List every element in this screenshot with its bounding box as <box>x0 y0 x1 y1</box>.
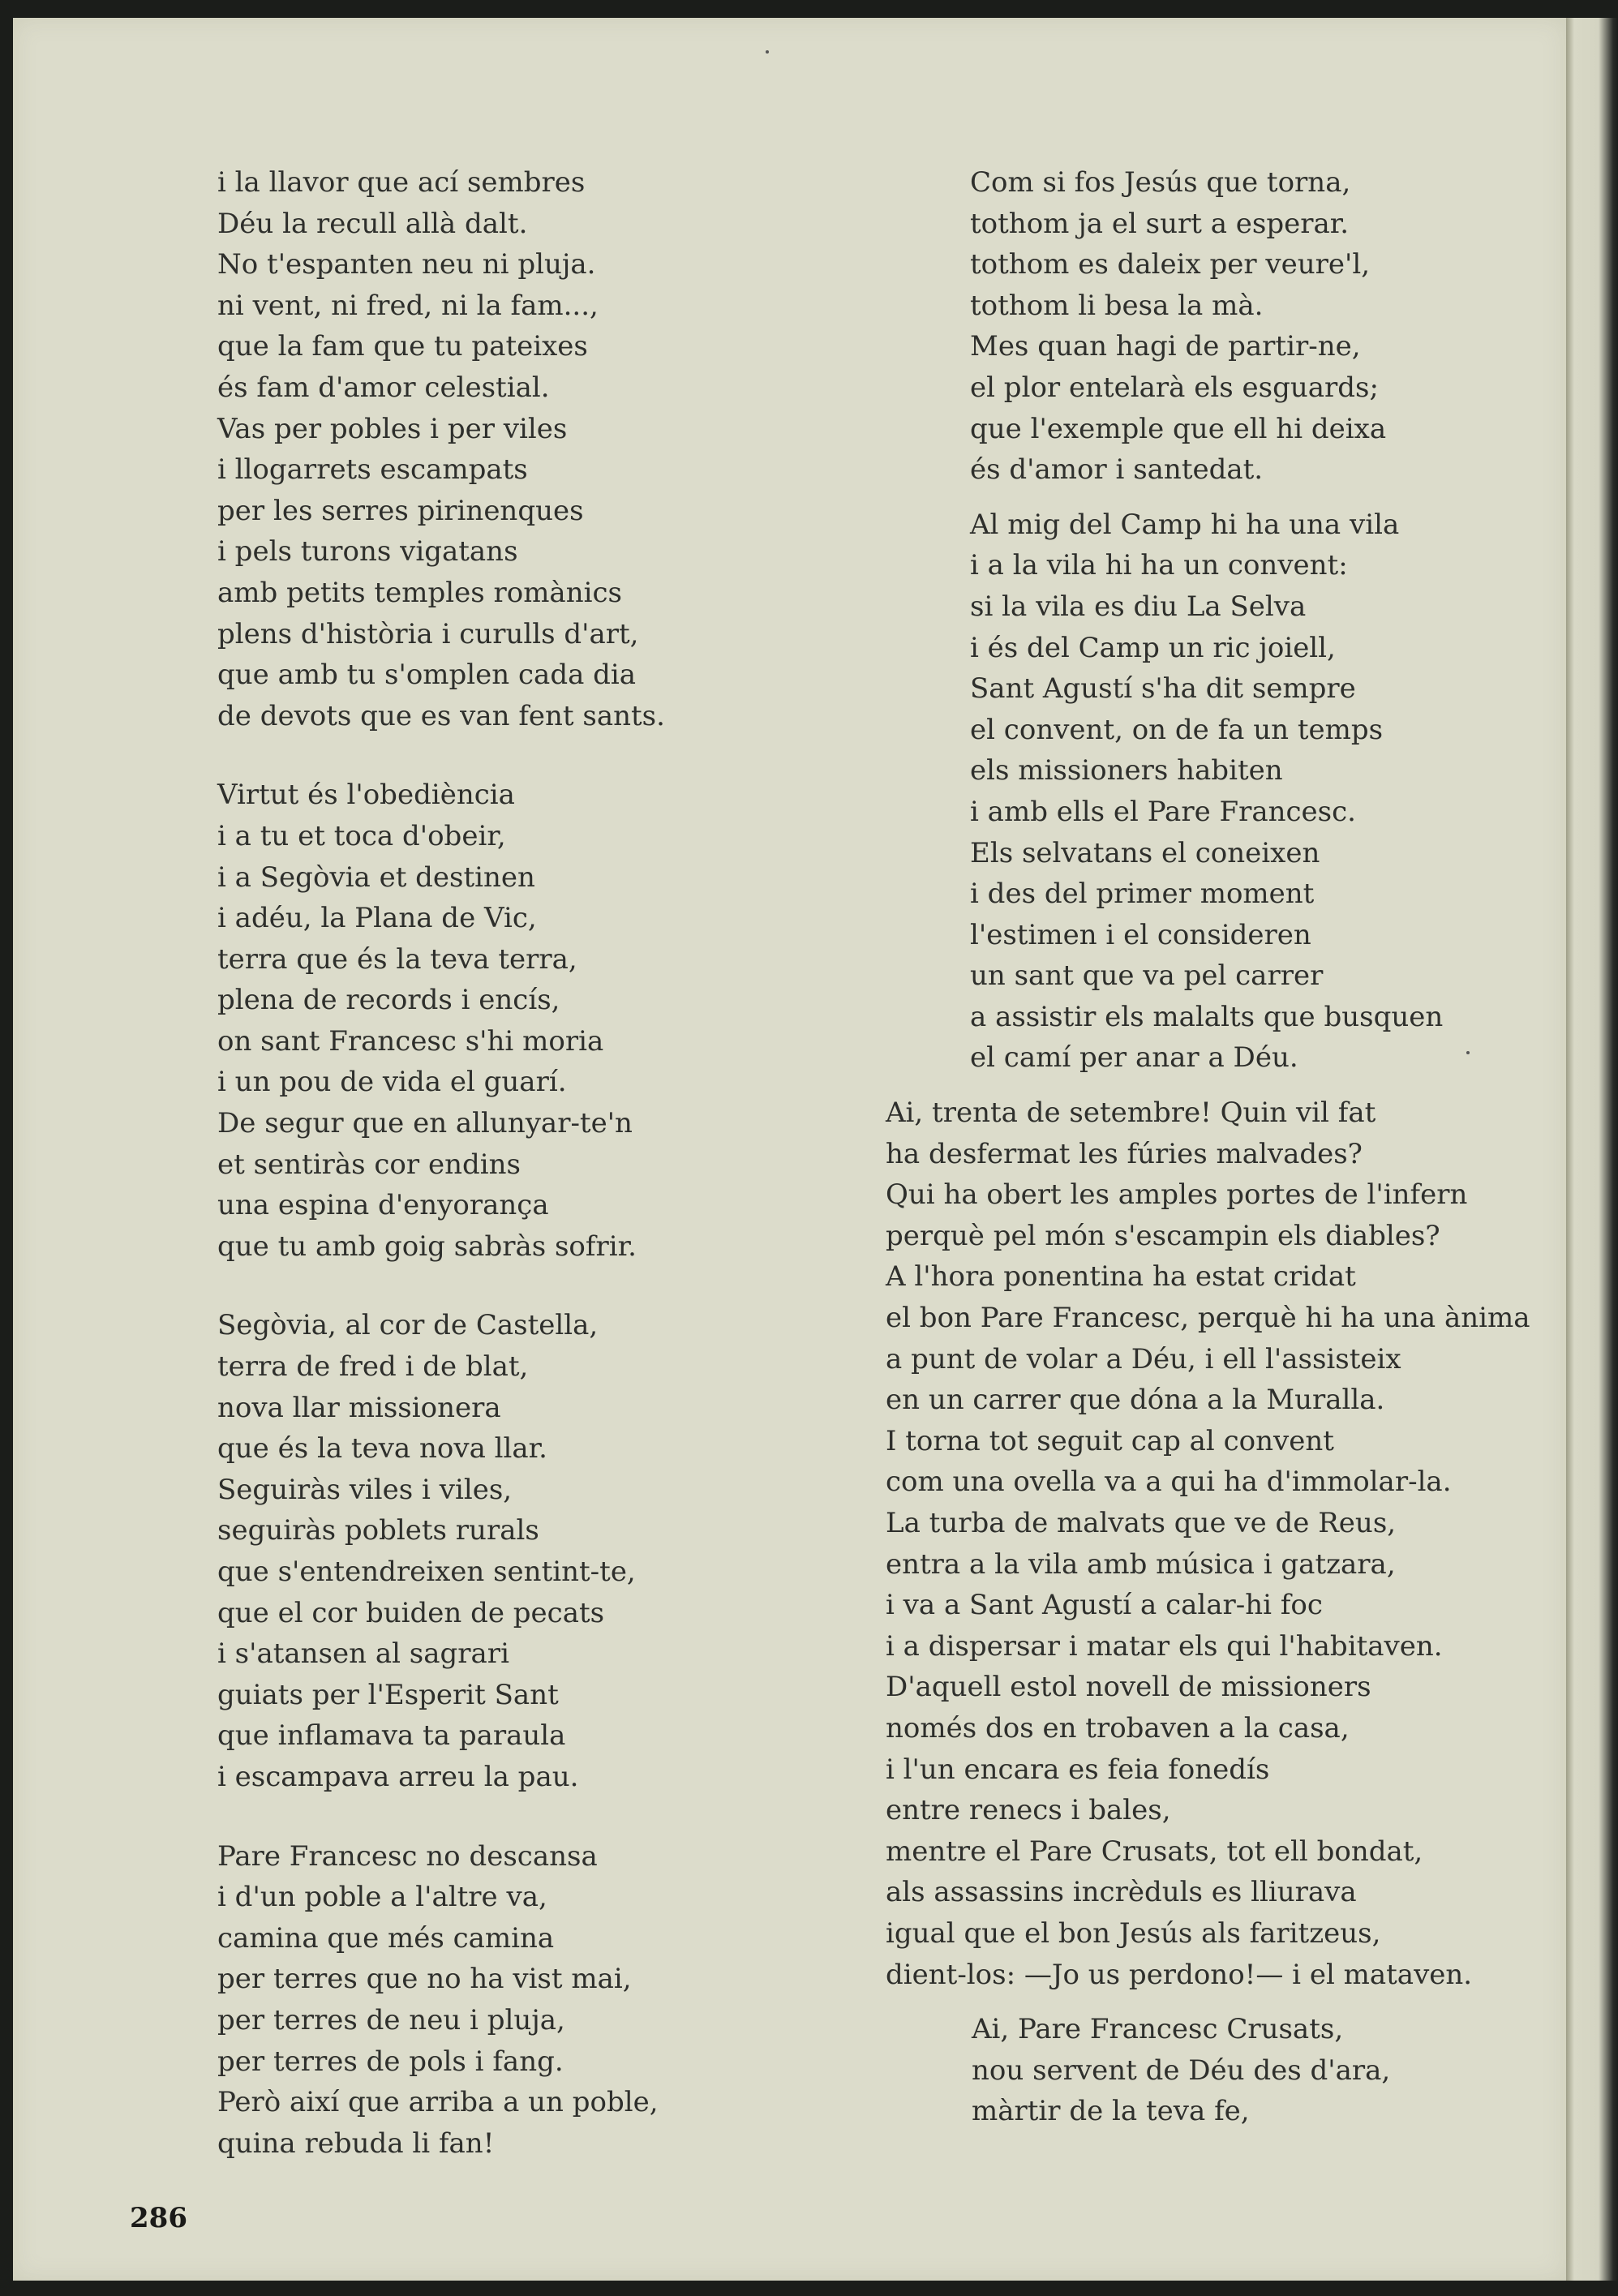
stanza <box>972 2009 1530 2132</box>
poem-line: Qui ha obert les amples portes de l'infern <box>886 1178 1468 1212</box>
poem-line: Ai, Pare Francesc Crusats, <box>972 2013 1344 2046</box>
stanza <box>217 1305 665 1797</box>
left-column-poem <box>217 162 665 2164</box>
poem-line: que és la teva nova llar. <box>217 1432 547 1466</box>
poem-line: l'estimen i el consideren <box>970 918 1311 951</box>
stanza <box>886 1092 1530 1995</box>
poem-line: el bon Pare Francesc, perquè hi ha una ànima <box>886 1302 1530 1335</box>
poem-line: per les serres pirinenques <box>217 494 584 527</box>
book-spine-edge <box>1566 18 1618 2281</box>
poem-line: i és del Camp un ric joiell, <box>970 631 1336 664</box>
poem-line: i a tu et toca d'obeir, <box>217 819 506 852</box>
page-number: 286 <box>130 2202 187 2234</box>
poem-line: guiats per l'Esperit Sant <box>217 1678 559 1711</box>
poem-line: tothom li besa la mà. <box>970 289 1264 322</box>
poem-line: entra a la vila amb música i gatzara, <box>886 1547 1396 1581</box>
poem-line: perquè pel món s'escampin els diables? <box>886 1219 1440 1252</box>
poem-line: nou servent de Déu des d'ara, <box>972 2054 1391 2087</box>
poem-line: un sant que va pel carrer <box>970 959 1324 993</box>
poem-line: i des del primer moment <box>970 878 1315 911</box>
speck <box>1466 1051 1470 1054</box>
poem-line: que s'entendreixen sentint-te, <box>217 1556 636 1588</box>
poem-line: que la fam que tu pateixes <box>217 330 588 363</box>
poem-line: et sentiràs cor endins <box>217 1148 521 1181</box>
poem-line: dient-los: —Jo us perdono!— i el mataven. <box>886 1958 1473 1991</box>
poem-line: i l'un encara es feia fonedís <box>886 1753 1270 1786</box>
poem-line: per terres de neu i pluja, <box>217 2003 565 2036</box>
poem-line: i pels turons vigatans <box>217 535 518 569</box>
poem-line: per terres de pols i fang. <box>217 2045 564 2078</box>
poem-line: camina que més camina <box>217 1921 555 1955</box>
poem-line: és fam d'amor celestial. <box>217 371 550 404</box>
poem-line: Els selvatans el coneixen <box>970 836 1320 869</box>
poem-line: entre renecs i bales, <box>886 1794 1171 1827</box>
speck <box>766 50 769 54</box>
poem-line: i escampava arreu la pau. <box>217 1760 579 1793</box>
poem-line: I torna tot seguit cap al convent <box>886 1424 1334 1457</box>
poem-line: a punt de volar a Déu, i ell l'assisteix <box>886 1342 1401 1375</box>
poem-line: en un carrer que dóna a la Muralla. <box>886 1384 1385 1417</box>
stanza <box>970 504 1530 1079</box>
poem-line: i llogarrets escampats <box>217 453 528 487</box>
poem-line: que inflamava ta paraula <box>217 1719 566 1753</box>
poem-line: No t'espanten neu ni pluja. <box>217 248 596 281</box>
poem-line: a assistir els malalts que busquen <box>970 1000 1444 1033</box>
poem-line: Però així que arriba a un poble, <box>217 2086 659 2119</box>
poem-line: que l'exemple que ell hi deixa <box>970 412 1387 445</box>
poem-line: Al mig del Camp hi ha una vila <box>970 508 1400 541</box>
poem-line: Sant Agustí s'ha dit sempre <box>970 672 1356 706</box>
poem-line: tothom es daleix per veure'l, <box>970 248 1371 281</box>
poem-line: terra de fred i de blat, <box>217 1350 529 1384</box>
poem-line: ha desfermat les fúries malvades? <box>886 1137 1363 1170</box>
poem-line: i d'un poble a l'altre va, <box>217 1881 547 1914</box>
poem-line: Pare Francesc no descansa <box>217 1839 598 1873</box>
poem-line: amb petits temples romànics <box>217 576 622 609</box>
poem-line: als assassins incrèduls es lliurava <box>886 1876 1357 1909</box>
poem-line: el convent, on de fa un temps <box>970 713 1384 746</box>
poem-line: plena de records i encís, <box>217 984 560 1017</box>
poem-line: tothom ja el surt a esperar. <box>970 207 1350 240</box>
poem-line: on sant Francesc s'hi moria <box>217 1024 604 1058</box>
poem-line: La turba de malvats que ve de Reus, <box>886 1507 1397 1539</box>
poem-line: De segur que en allunyar-te'n <box>217 1107 633 1140</box>
poem-line: el plor entelarà els esguards; <box>970 371 1379 404</box>
poem-line: D'aquell estol novell de missioners <box>886 1671 1371 1704</box>
poem-line: Ai, trenta de setembre! Quin vil fat <box>886 1097 1376 1130</box>
poem-line: com una ovella va a qui ha d'immolar-la. <box>886 1466 1452 1499</box>
right-column-poem <box>886 162 1530 2132</box>
poem-line: nova llar missionera <box>217 1391 501 1424</box>
poem-line: i a dispersar i matar els qui l'habitaven. <box>886 1629 1443 1663</box>
stanza <box>217 775 665 1267</box>
poem-line: plens d'història i curulls d'art, <box>217 617 639 650</box>
poem-line: ni vent, ni fred, ni la fam..., <box>217 289 599 322</box>
poem-line: i va a Sant Agustí a calar-hi foc <box>886 1589 1323 1622</box>
poem-line: que tu amb goig sabràs sofrir. <box>217 1230 637 1263</box>
poem-line: el camí per anar a Déu. <box>970 1041 1298 1075</box>
poem-line: terra que és la teva terra, <box>217 942 577 976</box>
poem-line: màrtir de la teva fe, <box>972 2095 1250 2128</box>
poem-line: i a la vila hi ha un convent: <box>970 549 1348 582</box>
poem-line: només dos en trobaven a la casa, <box>886 1711 1350 1745</box>
poem-line: quina rebuda li fan! <box>217 2126 495 2160</box>
poem-line: i s'atansen al sagrari <box>217 1637 509 1671</box>
poem-line: A l'hora ponentina ha estat cridat <box>886 1260 1356 1294</box>
poem-line: els missioners habiten <box>970 754 1283 788</box>
poem-line: Déu la recull allà dalt. <box>217 207 528 240</box>
stanza <box>217 1836 665 2165</box>
poem-line: mentre el Pare Crusats, tot ell bondat, <box>886 1835 1423 1868</box>
poem-line: Mes quan hagi de partir-ne, <box>970 330 1361 363</box>
poem-line: i adéu, la Plana de Vic, <box>217 902 537 935</box>
poem-line: per terres que no ha vist mai, <box>217 1963 632 1996</box>
stanza <box>217 162 665 736</box>
stanza <box>970 162 1530 491</box>
poem-line: una espina d'enyorança <box>217 1189 549 1222</box>
poem-line: i a Segòvia et destinen <box>217 860 535 894</box>
poem-line: seguiràs poblets rurals <box>217 1514 539 1547</box>
poem-line: Com si fos Jesús que torna, <box>970 166 1351 199</box>
poem-line: és d'amor i santedat. <box>970 453 1264 487</box>
poem-line: i un pou de vida el guarí. <box>217 1066 567 1099</box>
poem-line: i la llavor que ací sembres <box>217 166 586 199</box>
poem-line: de devots que es van fent sants. <box>217 699 665 732</box>
poem-line: que amb tu s'omplen cada dia <box>217 659 637 692</box>
poem-line: Virtut és l'obediència <box>217 779 515 812</box>
poem-line: Vas per pobles i per viles <box>217 412 568 445</box>
poem-line: si la vila es diu La Selva <box>970 590 1307 623</box>
poem-line: que el cor buiden de pecats <box>217 1596 605 1629</box>
poem-line: igual que el bon Jesús als faritzeus, <box>886 1916 1381 1950</box>
poem-line: i amb ells el Pare Francesc. <box>970 795 1356 828</box>
poem-line: Segòvia, al cor de Castella, <box>217 1309 599 1342</box>
poem-line: Seguiràs viles i viles, <box>217 1473 513 1506</box>
